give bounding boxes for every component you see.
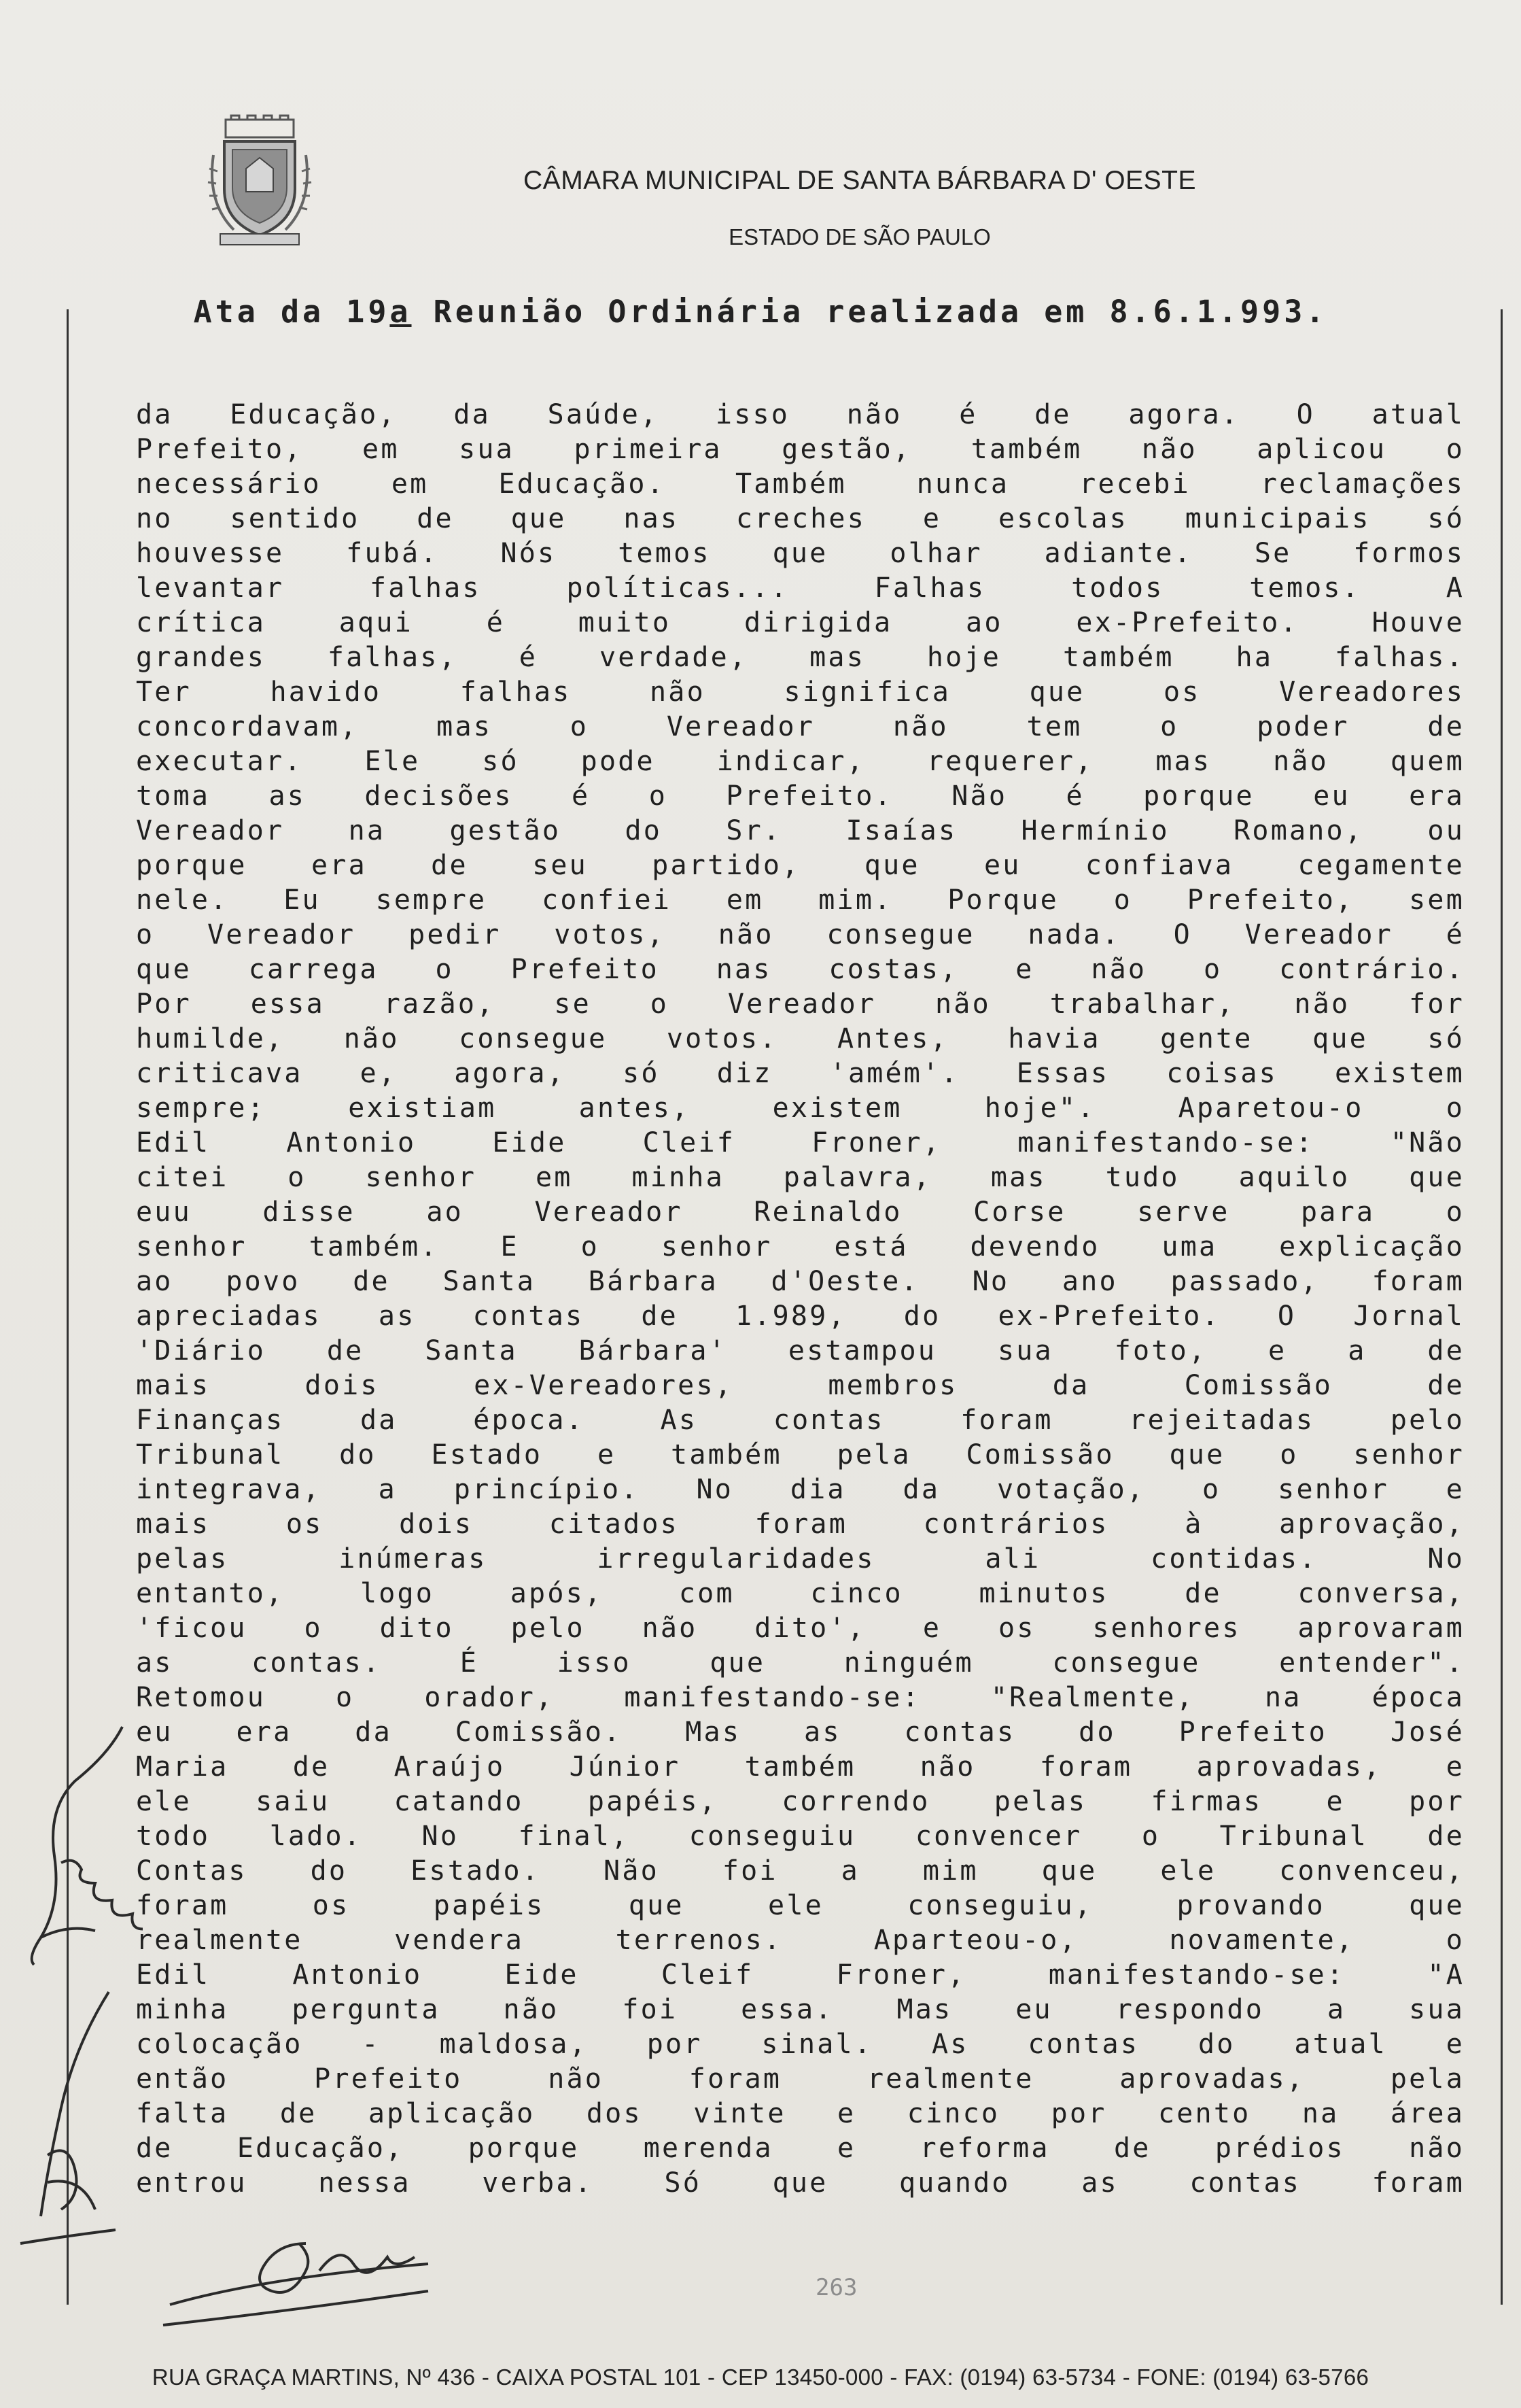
text-line: necessário em Educação. Também nunca recebi reclamações bbox=[136, 468, 1465, 500]
text-line: Vereador na gestão do Sr. Isaías Hermínio Romano, ou bbox=[136, 815, 1465, 846]
text-line: Ter havido falhas não significa que os Vereadores bbox=[136, 676, 1465, 708]
text-line: Edil Antonio Eide Cleif Froner, manifestando-se: "Não bbox=[136, 1127, 1465, 1158]
text-line: 'ficou o dito pelo não dito', e os senhores aprovaram bbox=[136, 1613, 1465, 1644]
text-line: Edil Antonio Eide Cleif Froner, manifestando-se: "A bbox=[136, 1959, 1465, 1991]
state-name: ESTADO DE SÃO PAULO bbox=[729, 224, 991, 250]
text-line: toma as decisões é o Prefeito. Não é porque eu era bbox=[136, 780, 1465, 812]
text-line: Por essa razão, se o Vereador não trabalhar, não for bbox=[136, 988, 1465, 1020]
text-line: apreciadas as contas de 1.989, do ex-Prefeito. O Jornal bbox=[136, 1301, 1465, 1332]
footer-address: RUA GRAÇA MARTINS, Nº 436 - CAIXA POSTAL 101 - CEP 13450-000 - FAX: (0194) 63-5734 - FONE: (0194) 63-5766 bbox=[152, 2364, 1369, 2390]
text-line: houvesse fubá. Nós temos que olhar adiante. Se formos bbox=[136, 538, 1465, 569]
text-line: Prefeito, em sua primeira gestão, também não aplicou o bbox=[136, 434, 1465, 465]
title-ordinal-mark: a bbox=[389, 294, 412, 330]
text-line: no sentido de que nas creches e escolas municipais só bbox=[136, 503, 1465, 534]
margin-signature-1 bbox=[14, 1713, 143, 1972]
text-line: falta de aplicação dos vinte e cinco por cento na área bbox=[136, 2098, 1465, 2129]
text-line: Finanças da época. As contas foram rejeitadas pelo bbox=[136, 1405, 1465, 1436]
text-line: nele. Eu sempre confiei em mim. Porque o Prefeito, sem bbox=[136, 884, 1465, 916]
text-line: Contas do Estado. Não foi a mim que ele convenceu, bbox=[136, 1855, 1465, 1887]
text-line: eu era da Comissão. Mas as contas do Prefeito José bbox=[136, 1717, 1465, 1748]
text-line: as contas. É isso que ninguém consegue entender". bbox=[136, 1647, 1465, 1679]
text-line: o Vereador pedir votos, não consegue nada. O Vereador é bbox=[136, 919, 1465, 950]
title-prefix: Ata da 19 bbox=[193, 294, 390, 330]
text-line: realmente vendera terrenos. Aparteou-o, novamente, o bbox=[136, 1925, 1465, 1956]
text-line: da Educação, da Saúde, isso não é de agora. O atual bbox=[136, 399, 1465, 430]
text-line: grandes falhas, é verdade, mas hoje também ha falhas. bbox=[136, 642, 1465, 673]
institution-name: CÂMARA MUNICIPAL DE SANTA BÁRBARA D' OESTE bbox=[523, 166, 1196, 195]
text-line: citei o senhor em minha palavra, mas tudo aquilo que bbox=[136, 1162, 1465, 1193]
text-line: executar. Ele só pode indicar, requerer, mas não quem bbox=[136, 746, 1465, 777]
text-line: todo lado. No final, conseguiu convencer o Tribunal de bbox=[136, 1821, 1465, 1852]
text-line: humilde, não consegue votos. Antes, havia gente que só bbox=[136, 1023, 1465, 1054]
minutes-title bbox=[0, 294, 1521, 330]
text-line: levantar falhas políticas... Falhas todos temos. A bbox=[136, 572, 1465, 604]
minutes-body bbox=[136, 398, 1465, 2201]
text-line: Retomou o orador, manifestando-se: "Realmente, na época bbox=[136, 1682, 1465, 1713]
bottom-signature bbox=[156, 2223, 442, 2339]
margin-signature-2 bbox=[7, 1985, 143, 2257]
text-line: crítica aqui é muito dirigida ao ex-Prefeito. Houve bbox=[136, 607, 1465, 638]
text-line: mais os dois citados foram contrários à aprovação, bbox=[136, 1509, 1465, 1540]
text-line: Maria de Araújo Júnior também não foram aprovadas, e bbox=[136, 1751, 1465, 1783]
text-line: senhor também. E o senhor está devendo uma explicação bbox=[136, 1231, 1465, 1262]
text-line: de Educação, porque merenda e reforma de prédios não bbox=[136, 2133, 1465, 2164]
text-line: mais dois ex-Vereadores, membros da Comissão de bbox=[136, 1370, 1465, 1401]
text-line: concordavam, mas o Vereador não tem o poder de bbox=[136, 711, 1465, 742]
text-line: pelas inúmeras irregularidades ali contidas. No bbox=[136, 1543, 1465, 1575]
text-line: minha pergunta não foi essa. Mas eu respondo a sua bbox=[136, 1994, 1465, 2025]
text-line: foram os papéis que ele conseguiu, provando que bbox=[136, 1890, 1465, 1921]
text-line: criticava e, agora, só diz 'amém'. Essas coisas existem bbox=[136, 1058, 1465, 1089]
text-line: ao povo de Santa Bárbara d'Oeste. No ano passado, foram bbox=[136, 1266, 1465, 1297]
text-line: ele saiu catando papéis, correndo pelas firmas e por bbox=[136, 1786, 1465, 1817]
text-line: entanto, logo após, com cinco minutos de conversa, bbox=[136, 1578, 1465, 1609]
text-line: Tribunal do Estado e também pela Comissão que o senhor bbox=[136, 1439, 1465, 1470]
text-line: que carrega o Prefeito nas costas, e não o contrário. bbox=[136, 954, 1465, 985]
text-line: sempre; existiam antes, existem hoje". Aparetou-o o bbox=[136, 1093, 1465, 1124]
right-margin-rule bbox=[1501, 309, 1503, 2305]
text-line: colocação - maldosa, por sinal. As contas do atual e bbox=[136, 2029, 1465, 2060]
text-line: entrou nessa verba. Só que quando as contas foram bbox=[136, 2167, 1465, 2199]
page-number: 263 bbox=[816, 2274, 858, 2301]
text-line: então Prefeito não foram realmente aprovadas, pela bbox=[136, 2063, 1465, 2095]
text-line: euu disse ao Vereador Reinaldo Corse serve para o bbox=[136, 1197, 1465, 1228]
title-suffix: Reunião Ordinária realizada em 8.6.1.993. bbox=[411, 294, 1328, 330]
text-line: 'Diário de Santa Bárbara' estampou sua foto, e a de bbox=[136, 1335, 1465, 1366]
text-line: integrava, a princípio. No dia da votação, o senhor e bbox=[136, 1474, 1465, 1505]
text-line: porque era de seu partido, que eu confiava cegamente bbox=[136, 850, 1465, 881]
